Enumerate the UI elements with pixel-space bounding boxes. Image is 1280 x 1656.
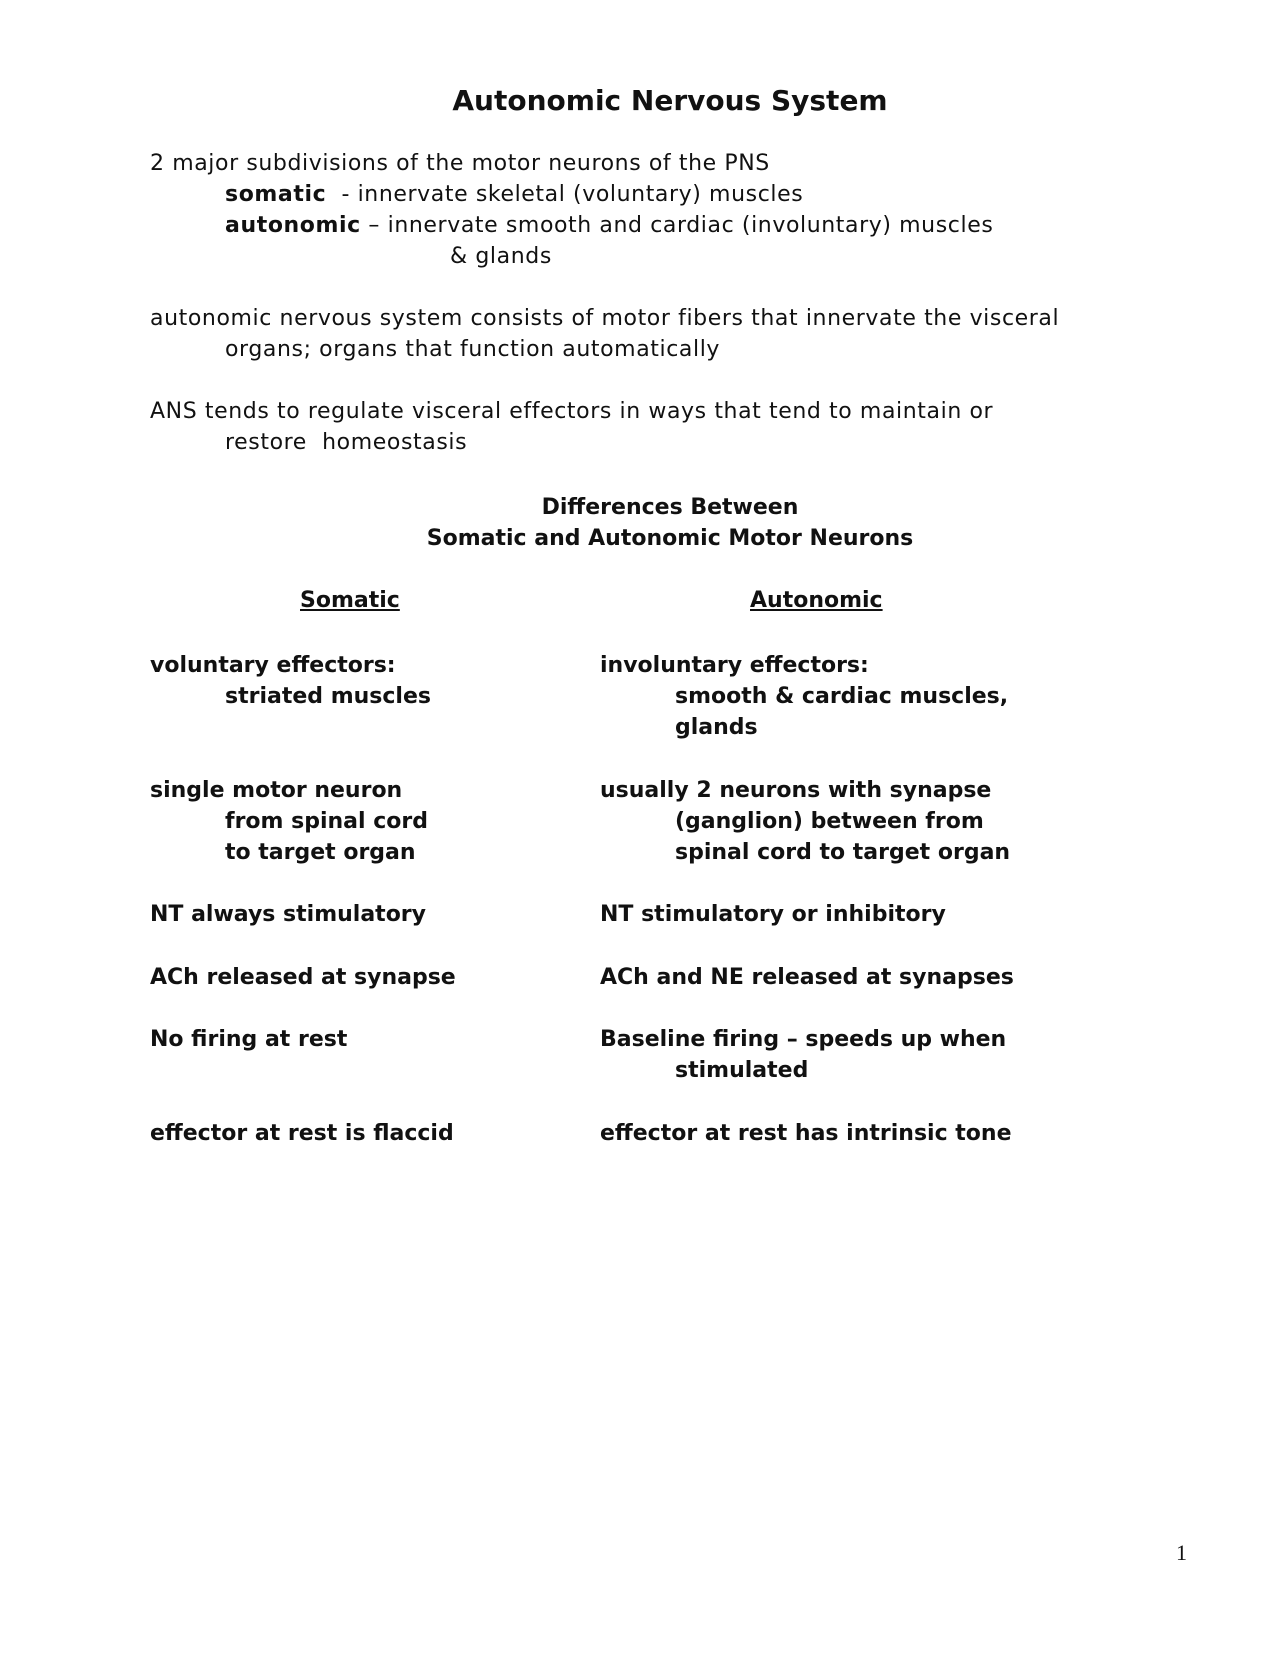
page-title: Autonomic Nervous System bbox=[452, 84, 888, 117]
cell-line: from spinal cord bbox=[225, 809, 428, 834]
somatic-cell bbox=[150, 1024, 347, 1055]
column-header-somatic: Somatic bbox=[300, 588, 400, 613]
somatic-cell bbox=[150, 962, 456, 993]
autonomic-cell bbox=[600, 899, 946, 930]
page-number: 1 bbox=[1176, 1540, 1187, 1565]
cell-line: effector at rest has intrinsic tone bbox=[600, 1121, 1012, 1146]
autonomic-cell bbox=[600, 962, 1014, 993]
autonomic-cell bbox=[600, 1118, 1012, 1149]
cell-line: involuntary effectors: bbox=[600, 653, 869, 678]
autonomic-cell bbox=[600, 650, 1008, 743]
cell-line: No firing at rest bbox=[150, 1027, 348, 1052]
ans-definition-paragraph bbox=[150, 303, 1059, 365]
autonomic-text: – innervate smooth and cardiac (involuntary) muscles bbox=[360, 213, 994, 238]
intro-line: 2 major subdivisions of the motor neurons of the PNS bbox=[150, 151, 770, 176]
comparison-heading bbox=[0, 492, 1280, 554]
cell-line: Baseline firing – speeds up when bbox=[600, 1027, 1007, 1052]
cell-line: striated muscles bbox=[225, 684, 431, 709]
cell-line: to target organ bbox=[225, 840, 416, 865]
column-header-autonomic: Autonomic bbox=[750, 588, 883, 613]
comparison-heading-line1: Differences Between bbox=[541, 495, 799, 520]
somatic-term: somatic bbox=[225, 182, 327, 207]
autonomic-cell bbox=[600, 775, 1010, 868]
somatic-cell bbox=[150, 899, 426, 930]
somatic-definition bbox=[150, 179, 993, 210]
somatic-cell bbox=[150, 775, 428, 868]
autonomic-definition bbox=[150, 210, 993, 241]
somatic-cell bbox=[150, 1118, 454, 1149]
cell-line: single motor neuron bbox=[150, 778, 403, 803]
cell-line: glands bbox=[675, 715, 758, 740]
cell-line: stimulated bbox=[675, 1058, 809, 1083]
somatic-cell bbox=[150, 650, 431, 712]
autonomic-term: autonomic bbox=[225, 213, 361, 238]
cell-line: ACh and NE released at synapses bbox=[600, 965, 1014, 990]
cell-line: spinal cord to target organ bbox=[675, 840, 1011, 865]
cell-line: usually 2 neurons with synapse bbox=[600, 778, 992, 803]
intro-paragraph bbox=[150, 148, 993, 272]
autonomic-continuation: & glands bbox=[450, 244, 552, 269]
cell-line: (ganglion) between from bbox=[675, 809, 984, 834]
comparison-heading-line2: Somatic and Autonomic Motor Neurons bbox=[426, 526, 914, 551]
ans-definition-line1: autonomic nervous system consists of motor fibers that innervate the visceral bbox=[150, 306, 1060, 331]
cell-line: voluntary effectors: bbox=[150, 653, 396, 678]
somatic-text: - innervate skeletal (voluntary) muscles bbox=[326, 182, 804, 207]
ans-homeostasis-line1: ANS tends to regulate visceral effectors in ways that tend to maintain or bbox=[150, 399, 994, 424]
ans-definition-line2: organs; organs that function automatically bbox=[225, 337, 721, 362]
cell-line: NT stimulatory or inhibitory bbox=[600, 902, 946, 927]
autonomic-cell bbox=[600, 1024, 1006, 1086]
cell-line: effector at rest is flaccid bbox=[150, 1121, 454, 1146]
cell-line: NT always stimulatory bbox=[150, 902, 426, 927]
ans-homeostasis-line2: restore homeostasis bbox=[225, 430, 468, 455]
cell-line: ACh released at synapse bbox=[150, 965, 456, 990]
cell-line: smooth & cardiac muscles, bbox=[675, 684, 1009, 709]
ans-homeostasis-paragraph bbox=[150, 396, 993, 458]
